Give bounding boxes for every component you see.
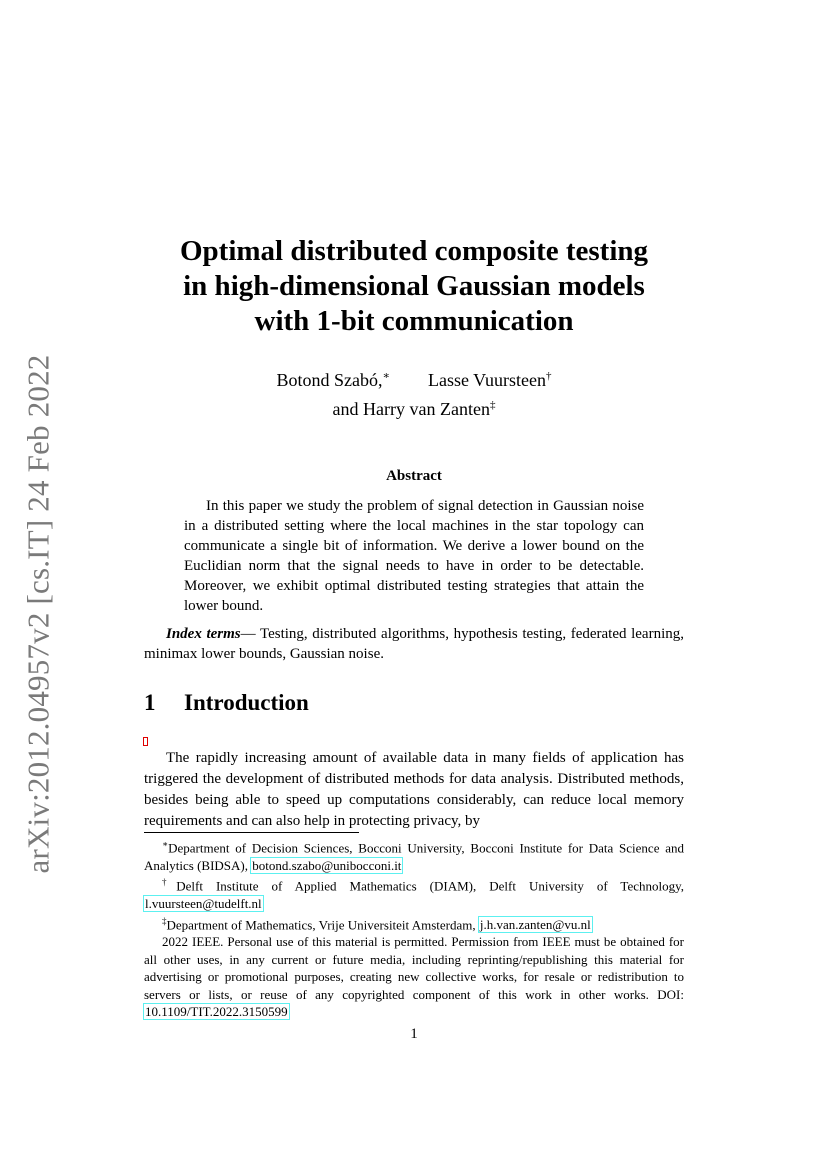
footnote-1-text: Department of Decision Sciences, Bocconi University, Bocconi Institute for Data Science and Analytics (BIDSA), [144, 840, 684, 873]
title-line-2: in high-dimensional Gaussian models [183, 270, 645, 302]
index-terms [144, 624, 684, 664]
footnote-divider [144, 832, 359, 833]
copyright-text: 2022 IEEE. Personal use of this material is permitted. Permission from IEEE must be obtained for all other uses, in any current or future media, including reprinting/republishing this material for advertising or promotional purposes, creating new collective works, for resale or redistribution to servers or lists, or reuse of any copyrighted component of this work in other works. DOI: [144, 934, 684, 1002]
title-line-1: Optimal distributed composite testing [179, 235, 649, 267]
introduction-paragraph: The rapidly increasing amount of available data in many fields of application has triggered the development of distributed methods for data analysis. Distributed methods, besides being able to speed up computations considerably, can reduce local memory requirements and can also help in protecting privacy, by [144, 750, 684, 829]
copyright-notice [144, 933, 684, 1021]
author-list [144, 364, 684, 422]
author-line-1 [144, 364, 684, 393]
section-number: 1 [144, 690, 156, 715]
author-line-2 [144, 393, 684, 422]
page-number: 1 [410, 1026, 418, 1042]
author-van-zanten-mark[interactable]: ‡ [489, 399, 496, 411]
index-terms-label: Index terms [166, 626, 241, 642]
abstract-text: In this paper we study the problem of signal detection in Gaussian noise in a distributed setting where the local machines in the star topology can communicate a single bit of information. We derive a lower bound on the Euclidian norm that the signal needs to have in order to be detectable. Moreover, we exhibit optimal distributed testing strategies that attain the lower bound. [184, 498, 644, 614]
annotation-marker-icon [143, 737, 148, 746]
author-szabo-mark[interactable]: ∗ [382, 370, 390, 382]
footnote-1-mark: ∗ [162, 839, 169, 849]
email-link-szabo[interactable]: botond.szabo@unibocconi.it [252, 857, 402, 873]
footnote-2 [144, 874, 684, 912]
email-link-van-zanten[interactable]: j.h.van.zanten@vu.nl [479, 916, 591, 932]
author-vuursteen-mark[interactable]: † [546, 370, 552, 382]
doi-link[interactable]: 10.1109/TIT.2022.3150599 [145, 1004, 288, 1020]
email-link-vuursteen[interactable]: l.vuursteen@tudelft.nl [145, 896, 262, 912]
author-van-zanten: and Harry van Zanten [332, 399, 490, 419]
arxiv-identifier-text: arXiv:2012.04957v2 [cs.IT] 24 Feb 2022 [21, 354, 56, 874]
section-heading-introduction [144, 688, 309, 718]
index-terms-text: — Testing, distributed algorithms, hypothesis testing, federated learning, minimax lower bounds, Gaussian noise. [144, 626, 684, 662]
footnotes [144, 836, 684, 1021]
footnote-1 [144, 836, 684, 874]
section-title: Introduction [184, 690, 309, 715]
footnote-2-mark: † [162, 877, 177, 888]
abstract-heading: Abstract [386, 468, 442, 484]
paper-title [144, 234, 684, 339]
arxiv-identifier-stamp [16, 354, 62, 874]
author-szabo: Botond Szabó, [276, 370, 383, 390]
footnote-2-text: Delft Institute of Applied Mathematics (DIAM), Delft University of Technology, [176, 878, 684, 894]
title-line-3: with 1-bit communication [254, 305, 574, 337]
footnote-3 [144, 913, 684, 934]
footnote-3-mark: ‡ [162, 915, 167, 926]
author-vuursteen: Lasse Vuursteen [427, 370, 547, 390]
footnote-3-text: Department of Mathematics, Vrije Universiteit Amsterdam, [166, 916, 476, 932]
